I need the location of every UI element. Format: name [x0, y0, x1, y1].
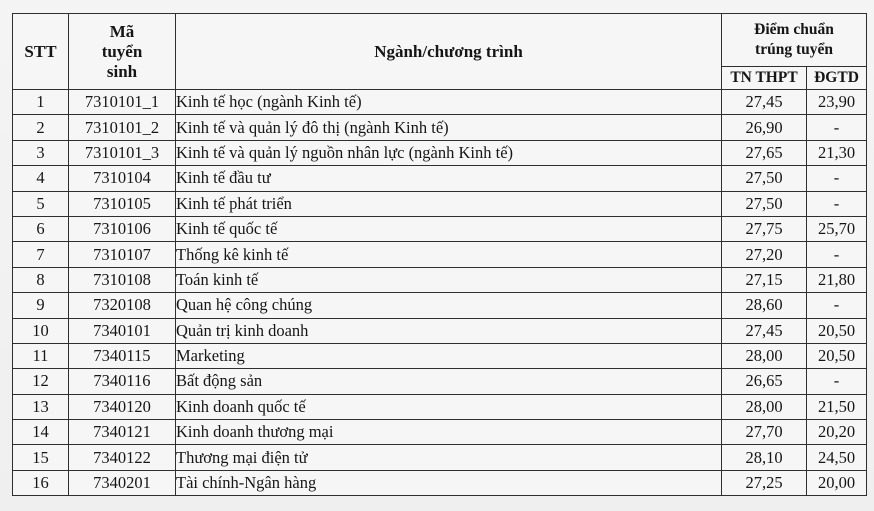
table-row — [13, 166, 867, 191]
cell-program: Kinh tế đầu tư — [176, 166, 722, 191]
cell-program: Kinh doanh thương mại — [176, 420, 722, 445]
cell-tn-thpt: 27,65 — [722, 140, 807, 165]
cell-program: Kinh doanh quốc tế — [176, 394, 722, 419]
table-row — [13, 318, 867, 343]
cell-program: Kinh tế học (ngành Kinh tế) — [176, 90, 722, 115]
cell-tn-thpt: 27,50 — [722, 191, 807, 216]
cell-code: 7310101_1 — [69, 90, 176, 115]
cell-program: Kinh tế và quản lý nguồn nhân lực (ngành Kinh tế) — [176, 140, 722, 165]
cell-program: Quản trị kinh doanh — [176, 318, 722, 343]
cell-dgtd: 21,80 — [807, 267, 867, 292]
header-code-line1: Mã — [109, 21, 135, 41]
cell-dgtd: - — [807, 115, 867, 140]
table-body — [13, 90, 867, 496]
admission-score-table — [12, 13, 867, 496]
cell-tn-thpt: 26,65 — [722, 369, 807, 394]
cell-program: Marketing — [176, 343, 722, 368]
table-row — [13, 369, 867, 394]
cell-tn-thpt: 28,00 — [722, 343, 807, 368]
cell-code: 7340122 — [69, 445, 176, 470]
header-tn-thpt: TN THPT — [722, 67, 807, 90]
cell-stt: 4 — [13, 166, 69, 191]
table-row — [13, 394, 867, 419]
cell-code: 7310107 — [69, 242, 176, 267]
header-stt: STT — [13, 14, 69, 90]
cell-tn-thpt: 27,70 — [722, 420, 807, 445]
table-row — [13, 293, 867, 318]
cell-program: Kinh tế phát triển — [176, 191, 722, 216]
cell-dgtd: - — [807, 369, 867, 394]
table-row — [13, 191, 867, 216]
header-code-line2: tuyển — [101, 41, 143, 61]
cell-tn-thpt: 27,15 — [722, 267, 807, 292]
cell-code: 7310108 — [69, 267, 176, 292]
table-row — [13, 267, 867, 292]
cell-tn-thpt: 27,50 — [722, 166, 807, 191]
cell-tn-thpt: 26,90 — [722, 115, 807, 140]
table-row — [13, 420, 867, 445]
cell-stt: 15 — [13, 445, 69, 470]
cell-stt: 16 — [13, 470, 69, 495]
cell-stt: 1 — [13, 90, 69, 115]
cell-stt: 3 — [13, 140, 69, 165]
header-code-line3: sinh — [106, 61, 138, 81]
header-code — [69, 14, 176, 90]
cell-dgtd: - — [807, 293, 867, 318]
cell-dgtd: 20,00 — [807, 470, 867, 495]
cell-stt: 14 — [13, 420, 69, 445]
cell-code: 7340101 — [69, 318, 176, 343]
cell-tn-thpt: 28,10 — [722, 445, 807, 470]
cell-code: 7340120 — [69, 394, 176, 419]
cell-stt: 6 — [13, 216, 69, 241]
cell-stt: 8 — [13, 267, 69, 292]
cell-tn-thpt: 27,25 — [722, 470, 807, 495]
cell-dgtd: 25,70 — [807, 216, 867, 241]
cell-stt: 2 — [13, 115, 69, 140]
header-score-group — [722, 14, 867, 67]
cell-program: Toán kinh tế — [176, 267, 722, 292]
cell-dgtd: 21,30 — [807, 140, 867, 165]
cell-dgtd: - — [807, 166, 867, 191]
cell-dgtd: 21,50 — [807, 394, 867, 419]
table-row — [13, 216, 867, 241]
cell-dgtd: - — [807, 191, 867, 216]
header-row — [13, 14, 867, 67]
cell-dgtd: - — [807, 242, 867, 267]
table-row — [13, 115, 867, 140]
cell-dgtd: 23,90 — [807, 90, 867, 115]
cell-program: Thương mại điện tử — [176, 445, 722, 470]
cell-dgtd: 20,50 — [807, 343, 867, 368]
cell-code: 7340116 — [69, 369, 176, 394]
cell-stt: 7 — [13, 242, 69, 267]
cell-code: 7320108 — [69, 293, 176, 318]
header-score-line1: Điểm chuẩn — [754, 21, 834, 38]
cell-dgtd: 20,50 — [807, 318, 867, 343]
table-row — [13, 140, 867, 165]
cell-tn-thpt: 28,00 — [722, 394, 807, 419]
cell-tn-thpt: 27,20 — [722, 242, 807, 267]
cell-code: 7340115 — [69, 343, 176, 368]
cell-stt: 5 — [13, 191, 69, 216]
header-dgtd: ĐGTD — [807, 67, 867, 90]
cell-tn-thpt: 27,45 — [722, 318, 807, 343]
cell-tn-thpt: 27,75 — [722, 216, 807, 241]
cell-code: 7310101_2 — [69, 115, 176, 140]
cell-code: 7340121 — [69, 420, 176, 445]
table-row — [13, 343, 867, 368]
cell-code: 7310104 — [69, 166, 176, 191]
cell-stt: 12 — [13, 369, 69, 394]
header-score-line2: trúng tuyển — [755, 41, 833, 58]
table-row — [13, 445, 867, 470]
cell-program: Thống kê kinh tế — [176, 242, 722, 267]
table-row — [13, 242, 867, 267]
cell-program: Tài chính-Ngân hàng — [176, 470, 722, 495]
table-row — [13, 90, 867, 115]
cell-program: Kinh tế và quản lý đô thị (ngành Kinh tế) — [176, 115, 722, 140]
cell-dgtd: 24,50 — [807, 445, 867, 470]
cell-dgtd: 20,20 — [807, 420, 867, 445]
header-program: Ngành/chương trình — [176, 14, 722, 90]
cell-stt: 13 — [13, 394, 69, 419]
table-row — [13, 470, 867, 495]
cell-code: 7340201 — [69, 470, 176, 495]
cell-tn-thpt: 28,60 — [722, 293, 807, 318]
cell-stt: 9 — [13, 293, 69, 318]
cell-stt: 11 — [13, 343, 69, 368]
cell-stt: 10 — [13, 318, 69, 343]
cell-program: Bất động sản — [176, 369, 722, 394]
cell-program: Kinh tế quốc tế — [176, 216, 722, 241]
cell-tn-thpt: 27,45 — [722, 90, 807, 115]
cell-program: Quan hệ công chúng — [176, 293, 722, 318]
cell-code: 7310101_3 — [69, 140, 176, 165]
cell-code: 7310105 — [69, 191, 176, 216]
cell-code: 7310106 — [69, 216, 176, 241]
